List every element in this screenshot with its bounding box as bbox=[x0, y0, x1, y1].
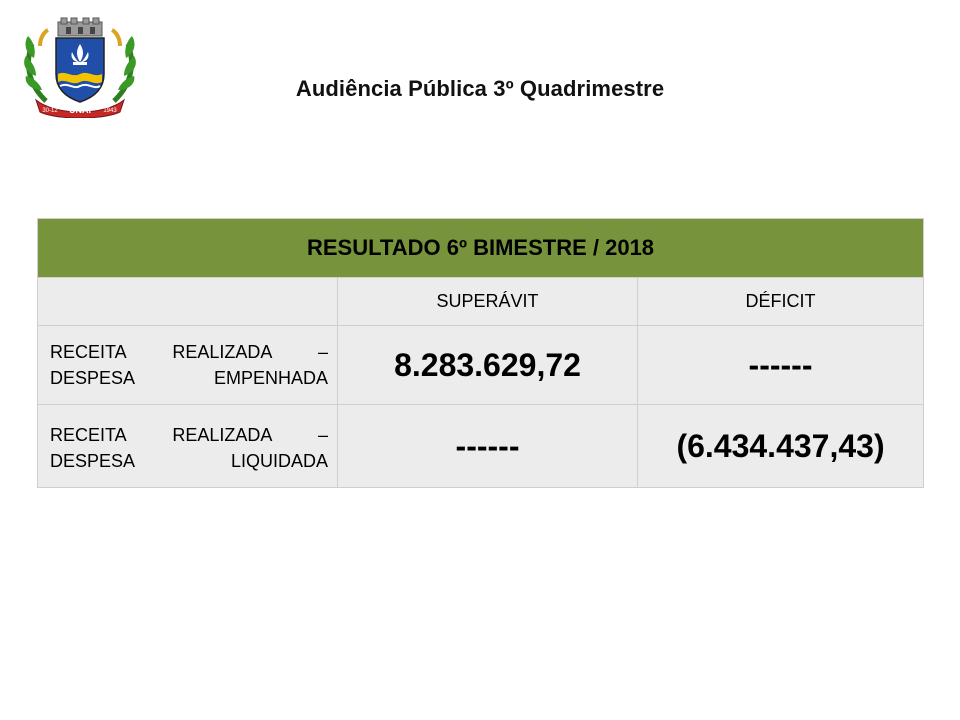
ribbon-name: UNAÍ bbox=[69, 105, 91, 115]
ribbon-date-right: 1943 bbox=[103, 108, 117, 114]
superavit-value: 8.283.629,72 bbox=[338, 326, 638, 405]
table-header-row bbox=[38, 278, 924, 326]
row-label bbox=[38, 405, 338, 488]
header-cell-deficit: DÉFICIT bbox=[638, 278, 924, 326]
table-row bbox=[38, 405, 924, 488]
table-title-row bbox=[38, 219, 924, 278]
deficit-value: (6.434.437,43) bbox=[638, 405, 924, 488]
result-table bbox=[37, 218, 924, 488]
superavit-value: ------ bbox=[338, 405, 638, 488]
row-label-line2: DESPESA LIQUIDADA bbox=[50, 451, 328, 471]
header-cell-empty bbox=[38, 278, 338, 326]
row-label bbox=[38, 326, 338, 405]
deficit-value: ------ bbox=[638, 326, 924, 405]
coat-of-arms-logo bbox=[16, 16, 144, 118]
ribbon-date-left: 30-12 bbox=[42, 108, 58, 114]
coat-of-arms-icon bbox=[16, 16, 144, 118]
row-label-line1: RECEITA REALIZADA – bbox=[50, 425, 328, 445]
page-title: Audiência Pública 3º Quadrimestre bbox=[295, 76, 665, 101]
header-cell-superavit: SUPERÁVIT bbox=[338, 278, 638, 326]
row-label-line2: DESPESA EMPENHADA bbox=[50, 368, 328, 388]
table-title: RESULTADO 6º BIMESTRE / 2018 bbox=[38, 219, 924, 278]
row-label-line1: RECEITA REALIZADA – bbox=[50, 342, 328, 362]
table-row bbox=[38, 326, 924, 405]
